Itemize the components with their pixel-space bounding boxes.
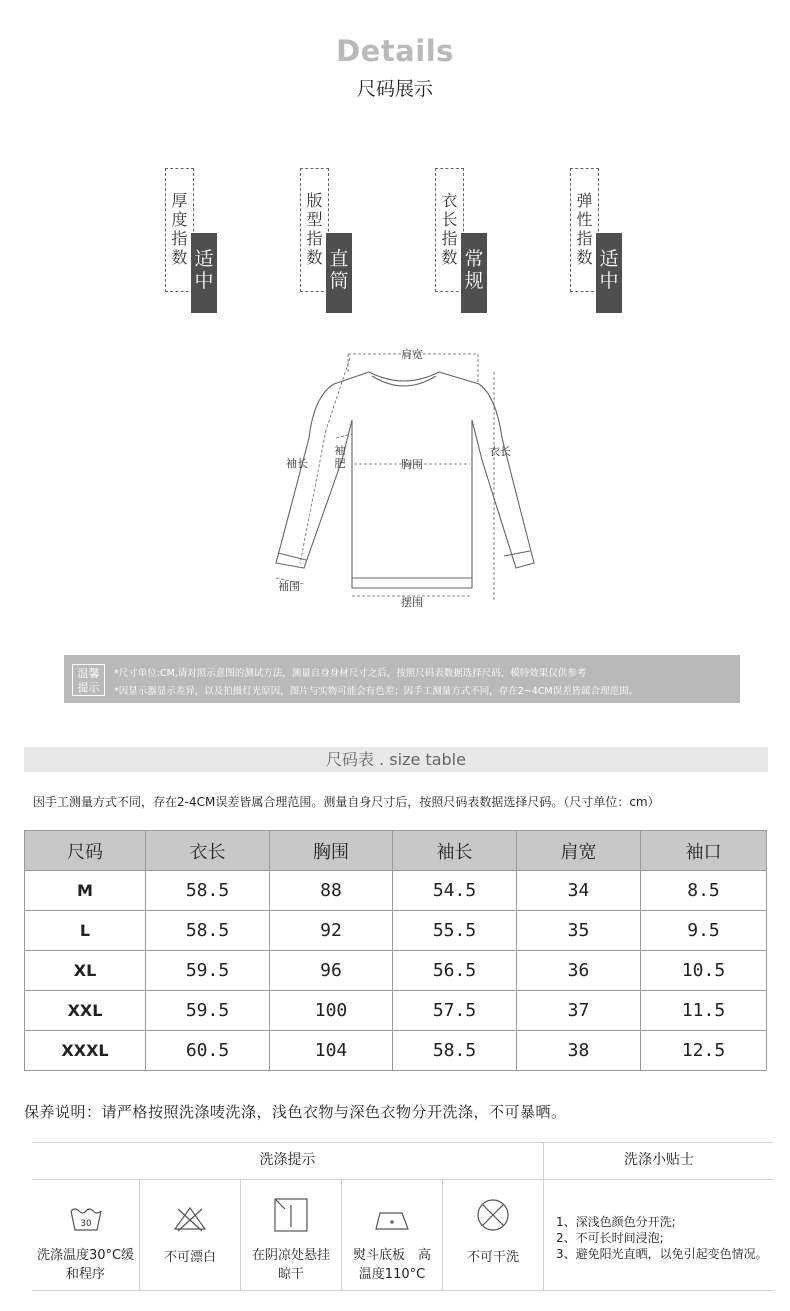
- cell-value: 56.5: [393, 951, 517, 991]
- label-chest: 胸围: [401, 458, 423, 471]
- indicator-elasticity: [570, 168, 640, 313]
- wash-header: 洗涤提示: [259, 1152, 316, 1168]
- wash-item: [241, 1180, 341, 1290]
- header-shoulder: 肩宽: [517, 831, 641, 871]
- indicator-value: 适中: [596, 233, 622, 313]
- size-table-note: 因手工测量方式不同，存在2-4CM误差皆属合理范围。测量自身尺寸后，按照尺码表数据选择尺码。（尺寸单位：cm）: [33, 795, 660, 809]
- wash-item-label: 不可漂白: [163, 1250, 216, 1265]
- cell-value: 55.5: [393, 911, 517, 951]
- cell-value: 57.5: [393, 991, 517, 1031]
- cell-value: 58.5: [393, 1031, 517, 1071]
- cell-value: 88: [270, 871, 393, 911]
- wash-30-icon: [68, 1203, 104, 1233]
- cell-value: 34: [517, 871, 641, 911]
- label-sleeve-width-2: 肥: [334, 457, 346, 470]
- wash-tip: 1、深浅色颜色分开洗;: [556, 1215, 676, 1229]
- cell-value: 9.5: [641, 911, 767, 951]
- tips-line-1: *尺寸单位:CM,请对照示意图的测试方法，测量自身身材尺寸之后，按照尺码表数据选择尺码，模特效果仅供参考: [114, 668, 587, 679]
- cell-value: 104: [270, 1031, 393, 1071]
- cell-value: 11.5: [641, 991, 767, 1031]
- header-cuff: 袖口: [641, 831, 767, 871]
- label-sleeve-width-1: 袖: [334, 444, 346, 457]
- wash-item: [342, 1180, 442, 1290]
- cell-value: 100: [270, 991, 393, 1031]
- wash-item-label: 在阴凉处悬挂晾干: [251, 1248, 330, 1282]
- wash-item: [443, 1180, 543, 1290]
- indicator-label: 版型指数: [300, 168, 329, 292]
- indicator-value: 适中: [191, 233, 217, 313]
- wash-item-label: 洗涤温度30°C缓和程序: [36, 1248, 135, 1282]
- size-display-subtitle: 尺码展示: [356, 78, 433, 100]
- indicator-thickness: [165, 168, 235, 313]
- shade-dry-icon: [273, 1197, 309, 1233]
- header-length: 衣长: [146, 831, 270, 871]
- table-row: [25, 911, 767, 951]
- cell-value: 35: [517, 911, 641, 951]
- indicator-length: [435, 168, 505, 313]
- cell-size: XL: [25, 951, 146, 991]
- cell-value: 10.5: [641, 951, 767, 991]
- wash-tips-header: 洗涤小贴士: [624, 1152, 694, 1168]
- table-row: [25, 871, 767, 911]
- cell-value: 58.5: [146, 871, 270, 911]
- wash-section: [32, 1142, 774, 1291]
- label-sleeve-length: 袖长: [286, 457, 308, 470]
- cell-value: 59.5: [146, 951, 270, 991]
- table-header-row: [25, 831, 767, 871]
- wash-item-label: 不可干洗: [466, 1250, 519, 1265]
- cell-value: 59.5: [146, 991, 270, 1031]
- label-cuff: 袖围: [278, 580, 300, 593]
- wash-item: [140, 1180, 240, 1290]
- no-dryclean-icon: [475, 1197, 511, 1233]
- cell-value: 36: [517, 951, 641, 991]
- indicator-label: 弹性指数: [570, 168, 599, 292]
- header-chest: 胸围: [270, 831, 393, 871]
- warm-tips-bar: [64, 655, 740, 703]
- wash-tip: 3、避免阳光直晒，以免引起变色情况。: [556, 1247, 768, 1261]
- cell-value: 58.5: [146, 911, 270, 951]
- cell-value: 8.5: [641, 871, 767, 911]
- cell-value: 37: [517, 991, 641, 1031]
- cell-size: XXXL: [25, 1031, 146, 1071]
- table-row: [25, 991, 767, 1031]
- cell-value: 38: [517, 1031, 641, 1071]
- header-sleeve: 袖长: [393, 831, 517, 871]
- size-table-banner: 尺码表 . size table: [24, 747, 768, 772]
- wash-tips-list: [556, 1214, 768, 1262]
- label-shoulder: 肩宽: [401, 348, 423, 361]
- cell-value: 12.5: [641, 1031, 767, 1071]
- cell-size: M: [25, 871, 146, 911]
- indicator-fit: [300, 168, 370, 313]
- indicator-label: 厚度指数: [165, 168, 194, 292]
- table-row: [25, 1031, 767, 1071]
- indicator-value: 常规: [461, 233, 487, 313]
- cell-size: L: [25, 911, 146, 951]
- warm-tips-badge: 温馨提示: [72, 664, 105, 696]
- label-body-length: 衣长: [489, 445, 511, 458]
- cell-value: 54.5: [393, 871, 517, 911]
- tips-line-2: *因显示器显示差异，以及拍摄灯光原因，图片与实物可能会有色差；因手工测量方式不同，存在2~4CM误差皆属合理范围。: [114, 686, 639, 697]
- wash-item-label: 熨斗底板 高温度110°C: [352, 1248, 431, 1282]
- details-title: Details: [336, 34, 454, 68]
- wash-tip: 2、不可长时间浸泡;: [556, 1231, 664, 1245]
- header-size: 尺码: [25, 831, 146, 871]
- size-table: [24, 830, 767, 1071]
- wash-item: [32, 1180, 139, 1290]
- care-instructions: 保养说明：请严格按照洗涤唛洗涤，浅色衣物与深色衣物分开洗涤，不可暴晒。: [24, 1103, 567, 1121]
- cell-value: 96: [270, 951, 393, 991]
- cell-size: XXL: [25, 991, 146, 1031]
- cell-value: 60.5: [146, 1031, 270, 1071]
- indicator-label: 衣长指数: [435, 168, 464, 292]
- no-bleach-icon: [172, 1203, 208, 1233]
- wash-temp-text: 30: [79, 1219, 92, 1229]
- indicator-value: 直筒: [326, 233, 352, 313]
- iron-icon: [372, 1203, 412, 1233]
- label-hem: 摆围: [401, 596, 423, 609]
- sweater-measurement-diagram: [264, 338, 544, 618]
- table-row: [25, 951, 767, 991]
- cell-value: 92: [270, 911, 393, 951]
